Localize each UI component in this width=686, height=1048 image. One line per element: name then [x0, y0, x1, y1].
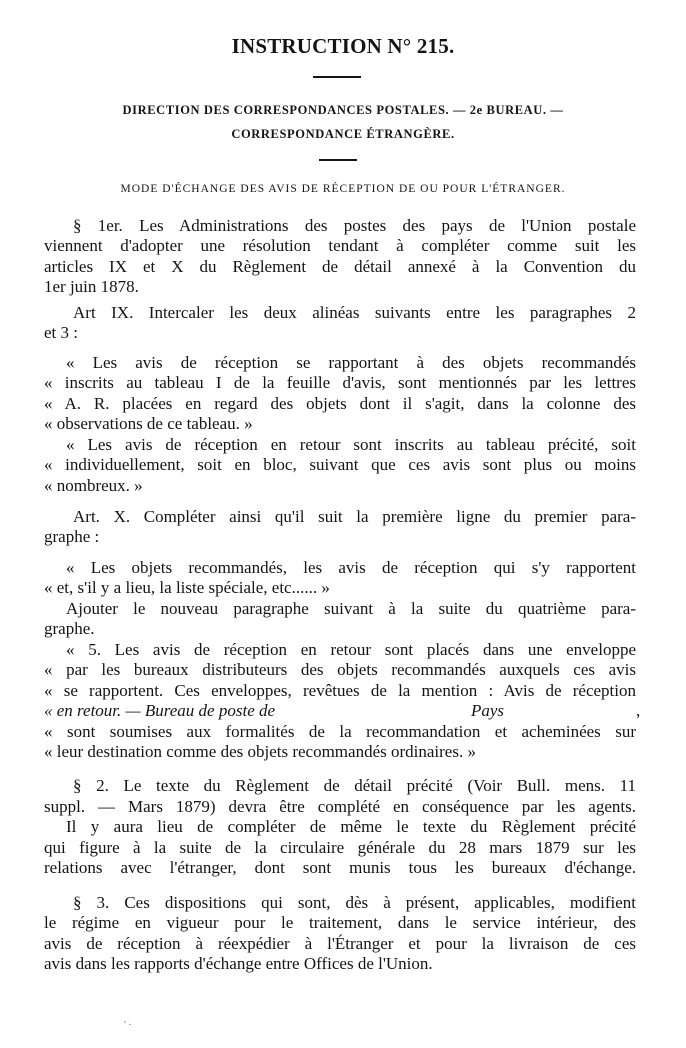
page-speck: ' ·: [124, 1020, 132, 1031]
art10-quote-8: « leur destination comme des objets recommandés ordinaires. »: [44, 742, 476, 761]
art10-line-2: graphe :: [44, 527, 100, 546]
s1-line-4: 1er juin 1878.: [44, 277, 139, 296]
s2-line-1: § 2. Le texte du Règlement de détail précité (Voir Bull. mens. 11: [73, 776, 636, 795]
art10-quote-5: « se rapportent. Ces enveloppes, revêtues de la mention : Avis de réception: [44, 681, 636, 700]
s3-line-1: § 3. Ces dispositions qui sont, dès à présent, applicables, modifient: [73, 893, 636, 912]
art9-quote-4: « observations de ce tableau. »: [44, 414, 253, 433]
art10-quote-4: « par les bureaux distributeurs des objets recommandés auxquels ces avis: [44, 660, 636, 679]
document-title: INSTRUCTION N° 215.: [231, 34, 455, 58]
art9-quote-5: « Les avis de réception en retour sont inscrits au tableau précité, soit: [66, 435, 636, 454]
s1-line-2: viennent d'adopter une résolution tendant à compléter comme suit les: [44, 236, 636, 255]
art9-quote-6: « individuellement, soit en bloc, suivant que ces avis sont plus ou moins: [44, 455, 636, 474]
s3-line-2: le régime en vigueur pour le traitement, dans le service intérieur, des: [44, 913, 636, 932]
art10-quote-6-end: ,: [636, 701, 641, 720]
s2-line-5: relations avec l'étranger, dont sont munis tous les bureaux d'échange.: [44, 858, 636, 877]
art10-quote-3: « 5. Les avis de réception en retour sont placés dans une enveloppe: [66, 640, 636, 659]
art10-quote-6: « en retour. — Bureau de poste de: [44, 701, 276, 720]
art10-line-3: Ajouter le nouveau paragraphe suivant à la suite du quatrième para-: [66, 599, 636, 618]
art10-quote-1: « Les objets recommandés, les avis de réception qui s'y rapportent: [66, 558, 636, 577]
mode-heading: MODE D'ÉCHANGE DES AVIS DE RÉCEPTION DE OU POUR L'ÉTRANGER.: [120, 183, 566, 195]
art10-quote-2: « et, s'il y a lieu, la liste spéciale, etc...... »: [44, 578, 330, 597]
art10-line-4: graphe.: [44, 619, 95, 638]
header-rule: [319, 159, 357, 161]
header-line-2: CORRESPONDANCE ÉTRANGÈRE.: [231, 127, 455, 141]
s2-line-4: qui figure à la suite de la circulaire générale du 28 mars 1879 sur les: [44, 838, 636, 857]
s2-line-2: suppl. — Mars 1879) devra être complété en conséquence par les agents.: [44, 797, 636, 816]
art9-quote-7: « nombreux. »: [44, 476, 143, 495]
art9-quote-2: « inscrits au tableau I de la feuille d'avis, sont mentionnés par les lettres: [44, 373, 636, 392]
art9-quote-1: « Les avis de réception se rapportant à des objets recommandés: [66, 353, 636, 372]
header-line-1: DIRECTION DES CORRESPONDANCES POSTALES. — 2e BUREAU. —: [122, 103, 564, 117]
s2-line-3: Il y aura lieu de compléter de même le texte du Règlement précité: [66, 817, 636, 836]
art9-quote-3: « A. R. placées en regard des objets dont il s'agit, dans la colonne des: [44, 394, 636, 413]
s3-line-4: avis dans les rapports d'échange entre Offices de l'Union.: [44, 954, 433, 973]
s1-line-3: articles IX et X du Règlement de détail annexé à la Convention du: [44, 257, 636, 276]
art9-line-1: Art IX. Intercaler les deux alinéas suivants entre les paragraphes 2: [73, 303, 636, 322]
art10-line-1: Art. X. Compléter ainsi qu'il suit la première ligne du premier para-: [73, 507, 636, 526]
s3-line-3: avis de réception à réexpédier à l'Étranger et pour la livraison de ces: [44, 934, 636, 953]
art10-quote-7: « sont soumises aux formalités de la recommandation et acheminées sur: [44, 722, 636, 741]
title-rule: [313, 76, 361, 78]
art10-quote-6-pays: Pays: [471, 701, 505, 720]
s1-line-1: § 1er. Les Administrations des postes des pays de l'Union postale: [73, 216, 636, 235]
art9-line-2: et 3 :: [44, 323, 78, 342]
